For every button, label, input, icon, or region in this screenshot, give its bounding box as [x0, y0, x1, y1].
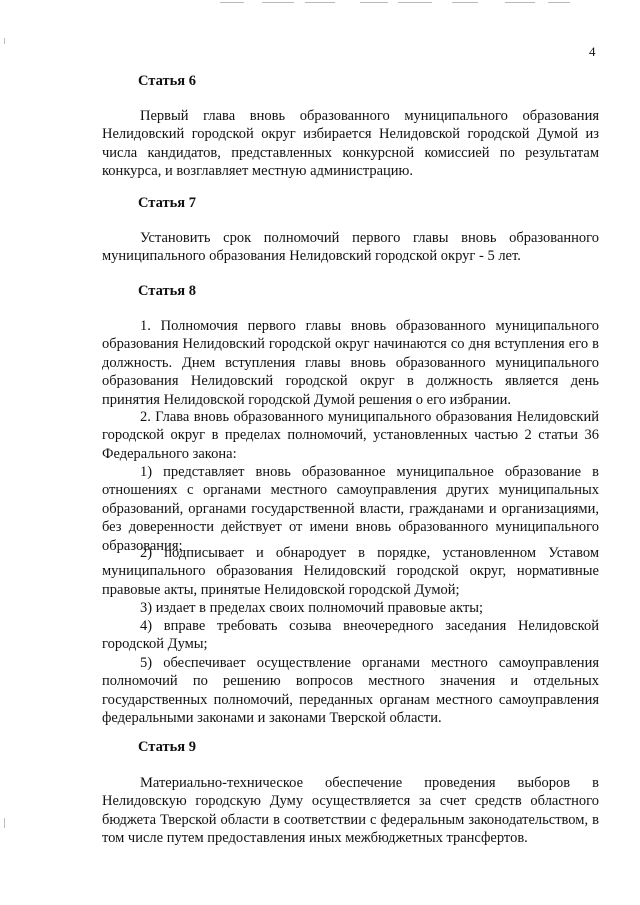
- scan-artifact-line: [360, 2, 388, 3]
- scan-artifact-line: [262, 2, 294, 3]
- article-heading: Статья 9: [138, 739, 196, 755]
- page-number: 4: [589, 44, 596, 59]
- scan-artifact-line: [305, 2, 335, 3]
- article-paragraph: Установить срок полномочий первого главы вновь образованного муниципального образования Нелидовский городской округ - 5 лет.: [102, 230, 599, 265]
- list-item: 5) обеспечивает осуществление органами местного самоуправления полномочий по решению вопросов местного значения и отдельных государственных полномочий, переданных органам местного самоуправления федеральными законами и законами Тверской области.: [102, 655, 599, 727]
- list-item: 3) издает в пределах своих полномочий правовые акты;: [140, 600, 484, 616]
- article-heading: Статья 8: [138, 283, 196, 299]
- list-item: 2) подписывает и обнародует в порядке, установленном Уставом муниципального образования Нелидовский городской округ, нормативные правовые акты, принятые Нелидовской городской Думой;: [102, 545, 599, 598]
- list-item: 4) вправе требовать созыва внеочередного заседания Нелидовской городской Думы;: [102, 618, 599, 653]
- scan-artifact-line: [220, 2, 244, 3]
- scan-artifact-line: [398, 2, 432, 3]
- article-paragraph: 2. Глава вновь образованного муниципального образования Нелидовский городской округ в пределах полномочий, установленных частью 2 статьи 36 Федерального закона:: [102, 409, 599, 462]
- article-paragraph: Материально-техническое обеспечение проведения выборов в Нелидовскую городскую Думу осуществляется за счет средств областного бюджета Тверской области в соответствии с федеральным законодательством, в том числе путем предоставления иных межбюджетных трансфертов.: [102, 775, 599, 847]
- scan-artifact-line: [452, 2, 478, 3]
- scan-artifact-dot: [4, 38, 5, 44]
- article-paragraph: 1. Полномочия первого главы вновь образованного муниципального образования Нелидовский городской округ начинаются со дня вступления его в должность. Днем вступления главы вновь образованного муниципального образования Нелидовский городской округ в должность является день принятия Нелидовской городской Думой решения о его избрании.: [102, 318, 599, 408]
- scan-artifact-line: [505, 2, 535, 3]
- article-paragraph: Первый глава вновь образованного муниципального образования Нелидовский городской округ избирается Нелидовской городской Думой из числа кандидатов, представленных конкурсной комиссией по результатам конкурса, и возглавляет местную администрацию.: [102, 108, 599, 180]
- scan-artifact-dot: [4, 818, 5, 828]
- article-heading: Статья 6: [138, 73, 196, 89]
- article-heading: Статья 7: [138, 195, 196, 211]
- list-item: 1) представляет вновь образованное муниципальное образование в отношениях с органами местного самоуправления других муниципальных образований, органами государственной власти, гражданами и организациями, без доверенности действует от имени вновь образованного муниципального образования;: [102, 464, 599, 554]
- scan-artifact-line: [548, 2, 570, 3]
